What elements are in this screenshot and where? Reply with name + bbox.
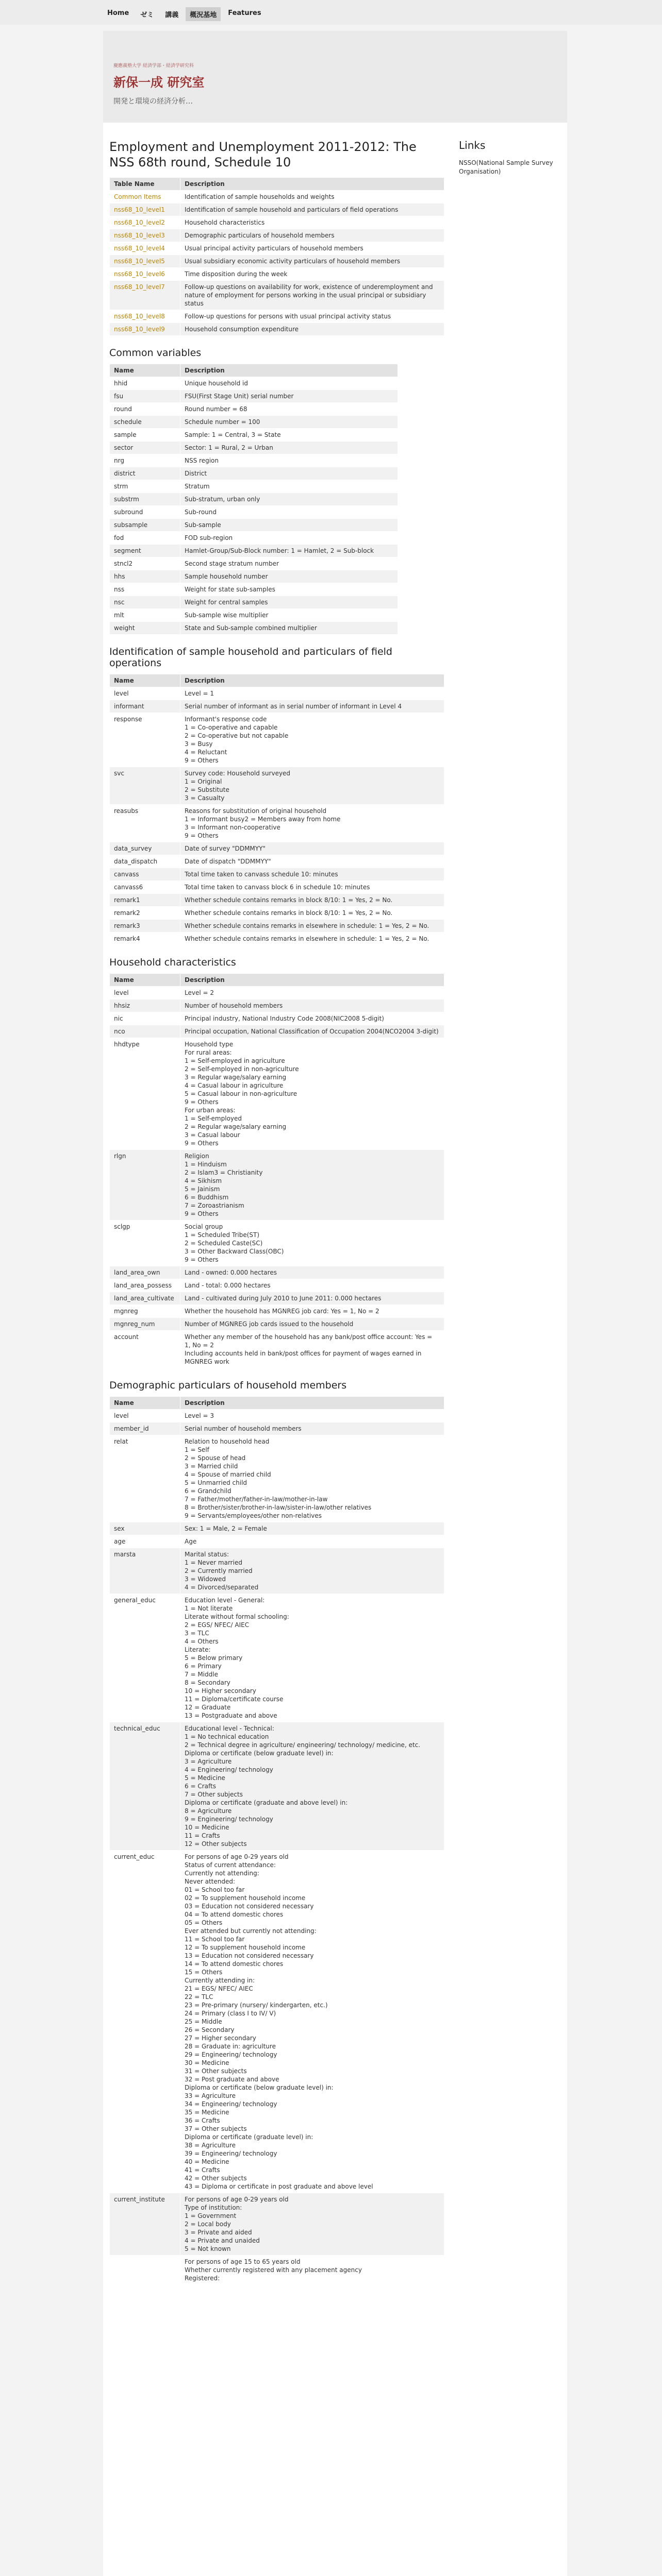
row-description-cell: Land - total: 0.000 hectares xyxy=(180,1279,444,1292)
table-row xyxy=(110,700,444,713)
table-row xyxy=(110,622,398,635)
table-link[interactable]: nss68_10_level7 xyxy=(114,283,165,291)
nav-data-base[interactable]: 概況基地 xyxy=(186,7,221,21)
row-description-cell: Household characteristics xyxy=(180,216,444,229)
row-name-cell xyxy=(110,204,180,216)
row-name-cell: hhsiz xyxy=(110,999,180,1012)
row-description-cell: Religion 1 = Hinduism 2 = Islam3 = Christianity 4 = Sikhism 5 = Jainism 6 = Buddhism 7 = Zoroastrianism 9 = Others xyxy=(180,1150,444,1221)
row-description-cell: Marital status: 1 = Never married 2 = Currently married 3 = Widowed 4 = Divorced/separated xyxy=(180,1548,444,1594)
row-name-cell: rlgn xyxy=(110,1150,180,1221)
row-description-cell: FSU(First Stage Unit) serial number xyxy=(180,390,398,403)
column-header: Description xyxy=(180,178,444,191)
row-description-cell: Sample household number xyxy=(180,570,398,583)
section-title-level3: Demographic particulars of household members xyxy=(109,1380,347,1391)
row-description-cell: For persons of age 0-29 years old Status of current attendance: Currently not attending: Never attended: 01 = School too far 02 = To supplement household income 03 = Education not considered necessary 04 = To attend domestic chores 05 = Others Ever attended but currently not attending: 11 = School too far 12 = To supplement household income 13 = Education not considered necessary 14 = To attend domestic chores 15 = Others Currently attending in: 21 = EGS/ NFEC/ AIEC 22 = TLC 23 = Pre-primary (nursery/ kindergarten, etc.) 24 = Primary (class I to IV/ V) 25 = Middle 26 = Secondary 27 = Higher secondary 28 = Graduate in: agriculture 29 = Engineering/ technology 30 = Medicine 31 = Other subjects 32 = Post graduate and above Diploma or certificate (below graduate level) in: 33 = Agriculture 34 = Engineering/ technology 35 = Medicine 36 = Crafts 37 = Other subjects Diploma or certificate (graduate level) in: 38 = Agriculture 39 = Engineering/ technology 40 = Medicine 41 = Crafts 42 = Other subjects 43 = Diploma or certificate in post graduate and above level xyxy=(180,1851,444,2193)
row-description-cell: Total time taken to canvass schedule 10: minutes xyxy=(180,868,444,881)
table-row xyxy=(110,1279,444,1292)
row-name-cell: sclgp xyxy=(110,1221,180,1266)
table-row xyxy=(110,933,444,945)
table-row xyxy=(110,907,444,920)
table-link[interactable]: Common Items xyxy=(114,193,161,200)
row-name-cell xyxy=(110,2256,180,2285)
row-name-cell xyxy=(110,191,180,204)
table-row xyxy=(110,493,398,506)
row-name-cell: level xyxy=(110,987,180,999)
column-header: Table Name xyxy=(110,178,180,191)
table-row xyxy=(110,842,444,855)
table-row xyxy=(110,881,444,894)
row-description-cell: Date of survey "DDMMYY" xyxy=(180,842,444,855)
row-name-cell: mgnreg_num xyxy=(110,1318,180,1331)
table-row xyxy=(110,1535,444,1548)
row-name-cell xyxy=(110,281,180,310)
site-header-banner xyxy=(103,31,567,124)
row-description-cell: Serial number of informant as in serial number of informant in Level 4 xyxy=(180,700,444,713)
section-title-common: Common variables xyxy=(109,347,202,359)
row-name-cell: land_area_own xyxy=(110,1266,180,1279)
row-description-cell: District xyxy=(180,467,398,480)
common-variables-table xyxy=(109,364,398,635)
row-name-cell: marsta xyxy=(110,1548,180,1594)
sidebar-heading: Links xyxy=(459,139,486,151)
row-name-cell: schedule xyxy=(110,416,180,429)
table-row xyxy=(110,713,444,767)
university-label: 慶應義塾大学 経済学部・経済学研究科 xyxy=(113,63,194,69)
row-name-cell xyxy=(110,255,180,268)
table-row xyxy=(110,999,444,1012)
main-column xyxy=(109,139,444,2293)
row-description-cell: Demographic particulars of household members xyxy=(180,229,444,242)
nsso-link[interactable]: NSSO(National Sample Survey Organisation) xyxy=(459,159,553,175)
row-name-cell: level xyxy=(110,687,180,700)
row-description-cell: Sample: 1 = Central, 3 = State xyxy=(180,429,398,442)
row-name-cell: nco xyxy=(110,1025,180,1038)
row-name-cell: level xyxy=(110,1410,180,1422)
row-name-cell: canvass xyxy=(110,868,180,881)
table-row xyxy=(110,454,398,467)
row-description-cell: Household type For rural areas: 1 = Self-employed in agriculture 2 = Self-employed in non-agriculture 3 = Regular wage/salary earning 4 = Casual labour in agriculture 5 = Casual labour in non-agriculture 9 = Others For urban areas: 1 = Self-employed 2 = Regular wage/salary earning 3 = Casual labour 9 = Others xyxy=(180,1038,444,1150)
row-name-cell: nsc xyxy=(110,596,180,609)
nav-features[interactable]: Features xyxy=(228,9,261,17)
row-description-cell: Weight for state sub-samples xyxy=(180,583,398,596)
table-link[interactable]: nss68_10_level9 xyxy=(114,326,165,333)
row-name-cell: district xyxy=(110,467,180,480)
row-description-cell: Level = 2 xyxy=(180,987,444,999)
row-name-cell: data_survey xyxy=(110,842,180,855)
table-row xyxy=(110,1522,444,1535)
row-description-cell: Educational level - Technical: 1 = No technical education 2 = Technical degree in agriculture/ engineering/ technology/ medicine, etc. Diploma or certificate (below graduate level) in: 3 = Agriculture 4 = Engineering/ technology 5 = Medicine 6 = Crafts 7 = Other subjects Diploma or certificate (graduate and above level) in: 8 = Agriculture 9 = Engineering/ technology 10 = Medicine 11 = Crafts 12 = Other subjects xyxy=(180,1722,444,1851)
row-name-cell: nic xyxy=(110,1012,180,1025)
row-description-cell: State and Sub-sample combined multiplier xyxy=(180,622,398,635)
row-name-cell: reasubs xyxy=(110,805,180,842)
row-name-cell xyxy=(110,229,180,242)
row-description-cell: Sub-sample xyxy=(180,519,398,532)
table-row xyxy=(110,1331,444,1368)
table-row xyxy=(110,480,398,493)
row-description-cell: NSS region xyxy=(180,454,398,467)
table-row xyxy=(110,467,398,480)
table-row xyxy=(110,442,398,454)
row-name-cell: svc xyxy=(110,767,180,805)
row-name-cell xyxy=(110,323,180,336)
row-description-cell: Serial number of household members xyxy=(180,1422,444,1435)
nav-home[interactable]: Home xyxy=(107,9,129,17)
table-row xyxy=(110,1266,444,1279)
main-nav xyxy=(103,7,266,21)
table-row xyxy=(110,255,444,268)
row-name-cell: land_area_cultivate xyxy=(110,1292,180,1305)
row-description-cell: Education level - General: 1 = Not literate Literate without formal schooling: 2 = EGS/ NFEC/ AIEC 3 = TLC 4 = Others Literate: 5 = Below primary 6 = Primary 7 = Middle 8 = Secondary 10 = Higher secondary 11 = Diploma/certificate course 12 = Graduate 13 = Postgraduate and above xyxy=(180,1594,444,1722)
row-description-cell: Land - cultivated during July 2010 to June 2011: 0.000 hectares xyxy=(180,1292,444,1305)
table-row xyxy=(110,1594,444,1722)
table-row xyxy=(110,1318,444,1331)
table-row xyxy=(110,377,398,390)
table-link[interactable]: nss68_10_level8 xyxy=(114,313,165,320)
table-row xyxy=(110,191,444,204)
row-description-cell: Age xyxy=(180,1535,444,1548)
table-row xyxy=(110,557,398,570)
row-description-cell: Whether any member of the household has any bank/post office account: Yes = 1, No = 2 Including accounts held in bank/post offices for payment of wages earned in MGNREG work xyxy=(180,1331,444,1368)
row-name-cell: sample xyxy=(110,429,180,442)
table-row xyxy=(110,1851,444,2193)
table-row xyxy=(110,519,398,532)
row-description-cell: Hamlet-Group/Sub-Block number: 1 = Hamlet, 2 = Sub-block xyxy=(180,545,398,557)
row-name-cell: weight xyxy=(110,622,180,635)
row-description-cell: Whether schedule contains remarks in block 8/10: 1 = Yes, 2 = No. xyxy=(180,894,444,907)
row-description-cell: Land - owned: 0.000 hectares xyxy=(180,1266,444,1279)
row-description-cell: Second stage stratum number xyxy=(180,557,398,570)
table-link[interactable]: nss68_10_level5 xyxy=(114,258,165,265)
section-title-level2: Household characteristics xyxy=(109,957,236,968)
row-description-cell: Reasons for substitution of original household 1 = Informant busy2 = Members away from home 3 = Informant non-cooperative 9 = Others xyxy=(180,805,444,842)
row-name-cell: nss xyxy=(110,583,180,596)
table-row xyxy=(110,204,444,216)
row-name-cell: relat xyxy=(110,1435,180,1522)
table-row xyxy=(110,242,444,255)
table-row xyxy=(110,1410,444,1422)
row-name-cell: remark1 xyxy=(110,894,180,907)
column-header: Description xyxy=(180,974,444,987)
row-description-cell: Sub-sample wise multiplier xyxy=(180,609,398,622)
row-name-cell: member_id xyxy=(110,1422,180,1435)
table-row xyxy=(110,506,398,519)
level3-table xyxy=(109,1396,444,2285)
lab-name: 新保一成 研究室 xyxy=(113,75,205,90)
row-name-cell: subround xyxy=(110,506,180,519)
row-description-cell: Whether schedule contains remarks in block 8/10: 1 = Yes, 2 = No. xyxy=(180,907,444,920)
table-row xyxy=(110,429,398,442)
table-row xyxy=(110,1722,444,1851)
table-row xyxy=(110,805,444,842)
table-row xyxy=(110,323,444,336)
table-row xyxy=(110,2256,444,2285)
level2-table xyxy=(109,973,444,1368)
row-description-cell: Total time taken to canvass block 6 in schedule 10: minutes xyxy=(180,881,444,894)
table-link[interactable]: nss68_10_level4 xyxy=(114,245,165,252)
row-name-cell: current_institute xyxy=(110,2193,180,2256)
row-name-cell: round xyxy=(110,403,180,416)
row-name-cell: mgnreg xyxy=(110,1305,180,1318)
nav-lecture[interactable]: 講義 xyxy=(165,11,179,19)
table-row xyxy=(110,1422,444,1435)
row-description-cell: Time disposition during the week xyxy=(180,268,444,281)
page-title: Employment and Unemployment 2011-2012: The NSS 68th round, Schedule 10 xyxy=(109,140,417,170)
table-link[interactable]: nss68_10_level3 xyxy=(114,232,165,239)
table-row xyxy=(110,687,444,700)
row-name-cell: hhs xyxy=(110,570,180,583)
row-description-cell: Principal industry, National Industry Code 2008(NIC2008 5-digit) xyxy=(180,1012,444,1025)
table-row xyxy=(110,216,444,229)
top-nav-bar xyxy=(0,0,662,25)
level1-table xyxy=(109,674,444,945)
section-title-level1: Identification of sample household and particulars of field operations xyxy=(109,646,392,669)
column-header: Name xyxy=(110,974,180,987)
table-row xyxy=(110,310,444,323)
row-name-cell: land_area_possess xyxy=(110,1279,180,1292)
row-description-cell: Whether schedule contains remarks in elsewhere in schedule: 1 = Yes, 2 = No. xyxy=(180,920,444,933)
row-description-cell: Follow-up questions for persons with usual principal activity status xyxy=(180,310,444,323)
row-description-cell: Identification of sample households and weights xyxy=(180,191,444,204)
row-description-cell: Sector: 1 = Rural, 2 = Urban xyxy=(180,442,398,454)
row-name-cell: canvass6 xyxy=(110,881,180,894)
row-description-cell: Usual subsidiary economic activity particulars of household members xyxy=(180,255,444,268)
table-link[interactable]: nss68_10_level2 xyxy=(114,219,165,226)
table-row xyxy=(110,281,444,310)
row-name-cell: subsample xyxy=(110,519,180,532)
row-name-cell: sex xyxy=(110,1522,180,1535)
row-name-cell: remark2 xyxy=(110,907,180,920)
row-name-cell: data_dispatch xyxy=(110,855,180,868)
sidebar xyxy=(459,139,562,176)
row-name-cell xyxy=(110,310,180,323)
table-row xyxy=(110,609,398,622)
row-name-cell: nrg xyxy=(110,454,180,467)
row-description-cell: Household consumption expenditure xyxy=(180,323,444,336)
table-row xyxy=(110,855,444,868)
row-name-cell: strm xyxy=(110,480,180,493)
row-description-cell: Follow-up questions on availability for work, existence of underemployment and nature of employment for persons working in the usual principal or subsidiary status xyxy=(180,281,444,310)
row-name-cell: substrm xyxy=(110,493,180,506)
row-name-cell: hhdtype xyxy=(110,1038,180,1150)
row-description-cell: Number of household members xyxy=(180,999,444,1012)
table-row xyxy=(110,2193,444,2256)
toc-table xyxy=(109,177,444,336)
row-name-cell: mlt xyxy=(110,609,180,622)
row-description-cell: Round number = 68 xyxy=(180,403,398,416)
table-row xyxy=(110,1305,444,1318)
row-name-cell xyxy=(110,242,180,255)
column-header: Description xyxy=(180,364,398,377)
table-row xyxy=(110,268,444,281)
row-description-cell: Number of MGNREG job cards issued to the household xyxy=(180,1318,444,1331)
table-link[interactable]: nss68_10_level6 xyxy=(114,270,165,278)
table-row xyxy=(110,987,444,999)
row-description-cell: For persons of age 0-29 years old Type of institution: 1 = Government 2 = Local body 3 = Private and aided 4 = Private and unaided 5 = Not known xyxy=(180,2193,444,2256)
row-name-cell: current_educ xyxy=(110,1851,180,2193)
table-row xyxy=(110,583,398,596)
table-row xyxy=(110,1435,444,1522)
table-row xyxy=(110,920,444,933)
row-description-cell: Schedule number = 100 xyxy=(180,416,398,429)
table-row xyxy=(110,767,444,805)
row-name-cell: hhid xyxy=(110,377,180,390)
table-row xyxy=(110,416,398,429)
row-name-cell: remark4 xyxy=(110,933,180,945)
table-row xyxy=(110,390,398,403)
table-link[interactable]: nss68_10_level1 xyxy=(114,206,165,213)
column-header: Name xyxy=(110,1397,180,1410)
row-description-cell: Date of dispatch "DDMMYY" xyxy=(180,855,444,868)
row-description-cell: Sub-stratum, urban only xyxy=(180,493,398,506)
content-area xyxy=(103,123,567,2576)
row-name-cell: account xyxy=(110,1331,180,1368)
column-header: Name xyxy=(110,674,180,687)
table-row xyxy=(110,1038,444,1150)
row-description-cell: Sex: 1 = Male, 2 = Female xyxy=(180,1522,444,1535)
row-description-cell: Relation to household head 1 = Self 2 = Spouse of head 3 = Married child 4 = Spouse of married child 5 = Unmarried child 6 = Grandchild 7 = Father/mother/father-in-law/mother-in-law 8 = Brother/sister/brother-in-law/sister-in-law/other relatives 9 = Servants/employees/other non-relatives xyxy=(180,1435,444,1522)
column-header: Description xyxy=(180,674,444,687)
column-header: Description xyxy=(180,1397,444,1410)
column-header: Name xyxy=(110,364,180,377)
row-name-cell: age xyxy=(110,1535,180,1548)
row-description-cell: Identification of sample household and particulars of field operations xyxy=(180,204,444,216)
table-row xyxy=(110,1221,444,1266)
nav-seminar[interactable]: ゼミ xyxy=(140,11,154,19)
row-name-cell: fsu xyxy=(110,390,180,403)
row-description-cell: FOD sub-region xyxy=(180,532,398,545)
row-description-cell: Level = 1 xyxy=(180,687,444,700)
row-description-cell: Level = 3 xyxy=(180,1410,444,1422)
table-row xyxy=(110,532,398,545)
row-name-cell: response xyxy=(110,713,180,767)
row-name-cell: sector xyxy=(110,442,180,454)
row-description-cell: Social group 1 = Scheduled Tribe(ST) 2 = Scheduled Caste(SC) 3 = Other Backward Class(OBC) 9 = Others xyxy=(180,1221,444,1266)
table-row xyxy=(110,894,444,907)
table-row xyxy=(110,868,444,881)
row-description-cell: Unique household id xyxy=(180,377,398,390)
lab-subtitle: 開発と環境の経済分析… xyxy=(113,97,193,106)
table-row xyxy=(110,229,444,242)
row-name-cell: informant xyxy=(110,700,180,713)
row-description-cell: For persons of age 15 to 65 years old Whether currently registered with any placement agency Registered: xyxy=(180,2256,444,2285)
row-description-cell: Sub-round xyxy=(180,506,398,519)
table-row xyxy=(110,545,398,557)
table-row xyxy=(110,1150,444,1221)
table-row xyxy=(110,596,398,609)
row-description-cell: Principal occupation, National Classification of Occupation 2004(NCO2004 3-digit) xyxy=(180,1025,444,1038)
row-name-cell: remark3 xyxy=(110,920,180,933)
table-row xyxy=(110,1012,444,1025)
table-row xyxy=(110,1292,444,1305)
row-description-cell: Usual principal activity particulars of household members xyxy=(180,242,444,255)
row-name-cell: general_educ xyxy=(110,1594,180,1722)
table-row xyxy=(110,1025,444,1038)
row-description-cell: Weight for central samples xyxy=(180,596,398,609)
row-name-cell: fod xyxy=(110,532,180,545)
row-description-cell: Whether schedule contains remarks in elsewhere in schedule: 1 = Yes, 2 = No. xyxy=(180,933,444,945)
table-row xyxy=(110,1548,444,1594)
row-name-cell xyxy=(110,216,180,229)
row-name-cell: technical_educ xyxy=(110,1722,180,1851)
table-row xyxy=(110,570,398,583)
row-description-cell: Informant's response code 1 = Co-operative and capable 2 = Co-operative but not capable 3 = Busy 4 = Reluctant 9 = Others xyxy=(180,713,444,767)
table-row xyxy=(110,403,398,416)
row-name-cell xyxy=(110,268,180,281)
row-name-cell: segment xyxy=(110,545,180,557)
row-description-cell: Whether the household has MGNREG job card: Yes = 1, No = 2 xyxy=(180,1305,444,1318)
row-description-cell: Stratum xyxy=(180,480,398,493)
row-description-cell: Survey code: Household surveyed 1 = Original 2 = Substitute 3 = Casualty xyxy=(180,767,444,805)
row-name-cell: stncl2 xyxy=(110,557,180,570)
